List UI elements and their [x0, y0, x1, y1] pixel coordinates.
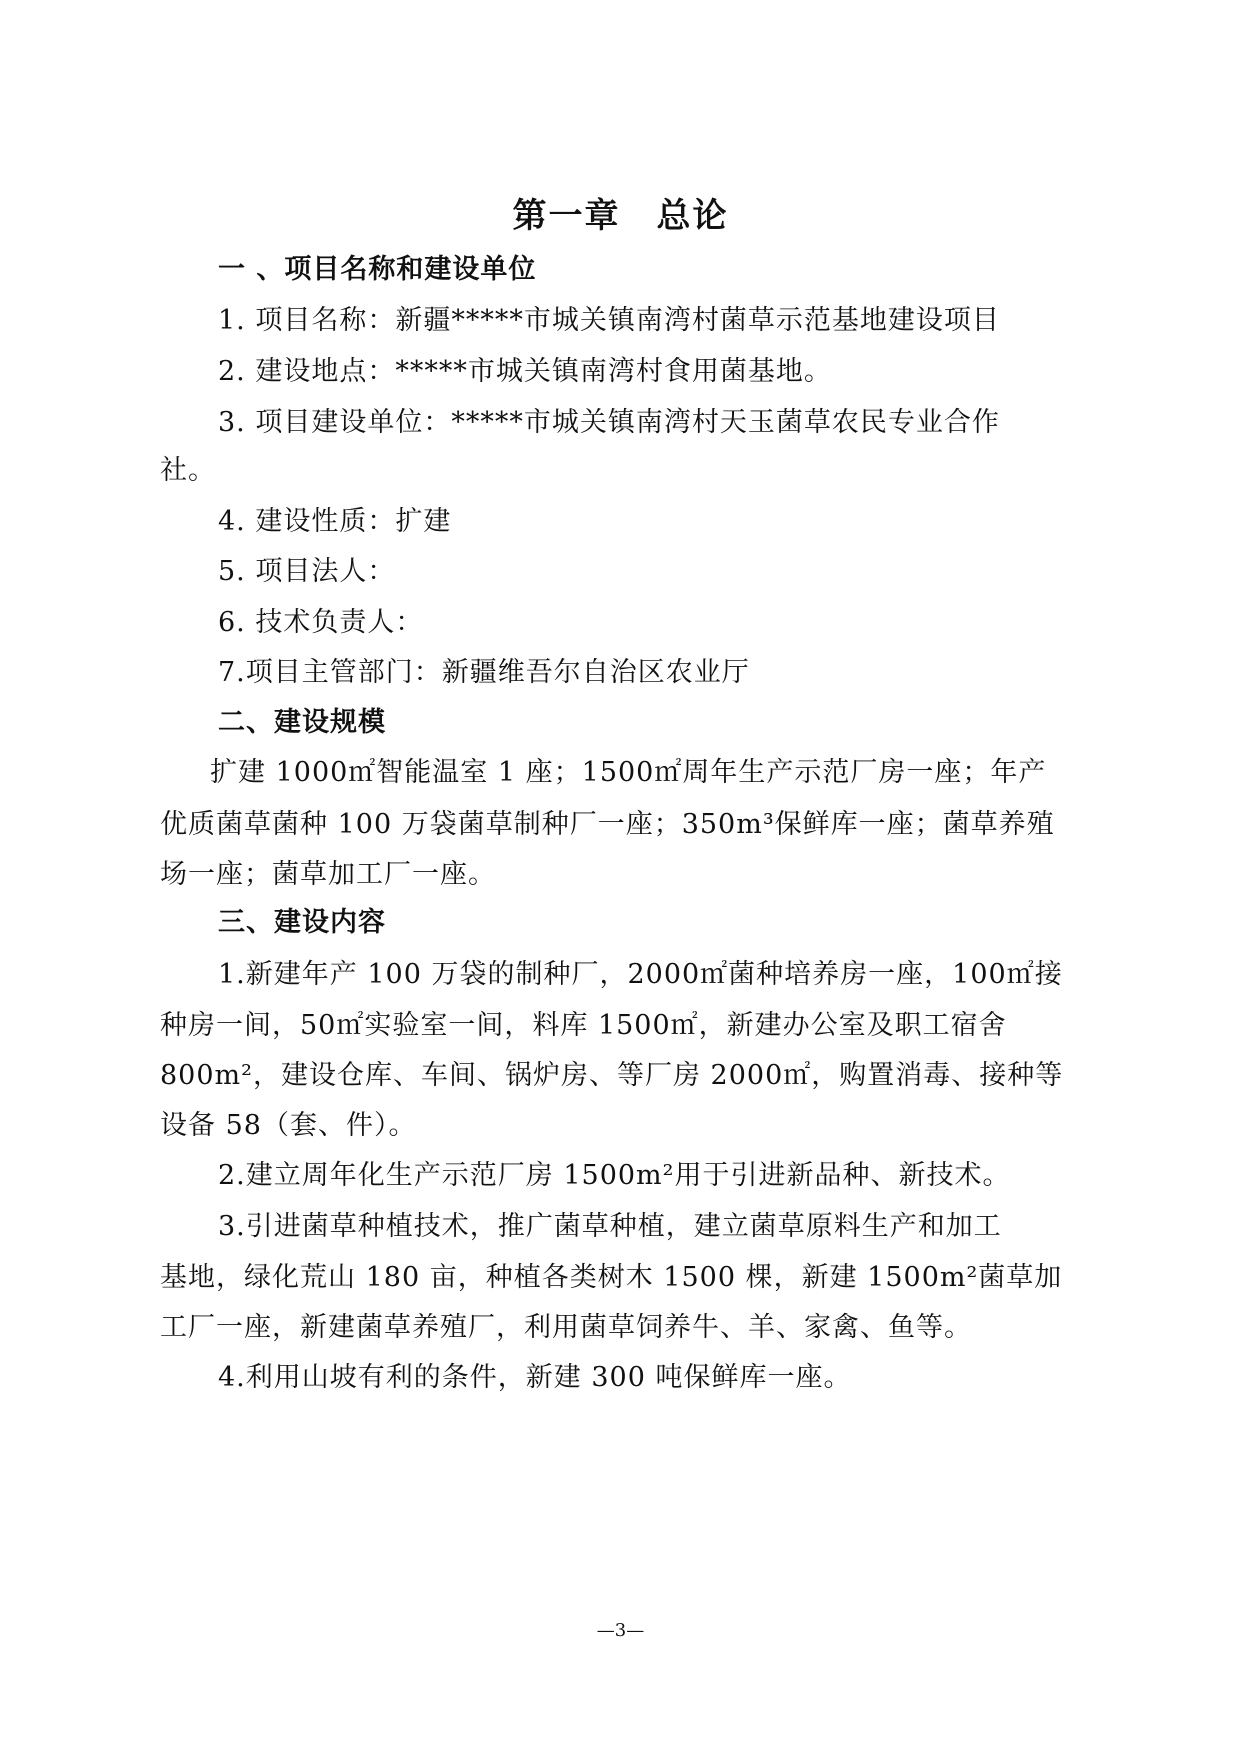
content-p1-line4: 设备 58（套、件）。 — [160, 1110, 417, 1141]
section2-heading: 二、建设规模 — [218, 707, 386, 738]
content-p2-line1: 2.建立周年化生产示范厂房 1500m²用于引进新品种、新技术。 — [218, 1160, 1011, 1191]
chapter-title — [0, 188, 1241, 237]
chapter-number: 第一章 — [512, 196, 621, 236]
item-department: 7.项目主管部门：新疆维吾尔自治区农业厅 — [218, 657, 750, 688]
content-p1-line3: 800m²，建设仓库、车间、锅炉房、等厂房 2000㎡，购置消毒、接种等 — [160, 1060, 1064, 1091]
item-nature: 4. 建设性质：扩建 — [218, 506, 452, 537]
content-p1-line2: 种房一间，50㎡实验室一间，料库 1500㎡，新建办公室及职工宿舍 — [160, 1010, 1007, 1041]
content-p1-line1: 1.新建年产 100 万袋的制种厂，2000㎡菌种培养房一座，100㎡接 — [218, 959, 1063, 990]
item-legal-person: 5. 项目法人： — [218, 556, 396, 587]
content-p3-line1: 3.引进菌草种植技术，推广菌草种植，建立菌草原料生产和加工 — [218, 1211, 1002, 1242]
scale-line-3: 场一座；菌草加工厂一座。 — [160, 859, 496, 890]
chapter-name: 总论 — [656, 196, 729, 236]
item-unit: 3. 项目建设单位：*****市城关镇南湾村天玉菌草农民专业合作 — [218, 407, 1000, 438]
section1-heading: 一 、项目名称和建设单位 — [218, 254, 537, 285]
scale-line-2: 优质菌草菌种 100 万袋菌草制种厂一座；350m³保鲜库一座；菌草养殖 — [160, 809, 1055, 840]
page-number: —3— — [596, 1620, 645, 1641]
content-p4-line1: 4.利用山坡有利的条件，新建 300 吨保鲜库一座。 — [218, 1362, 852, 1393]
item-location: 2. 建设地点：*****市城关镇南湾村食用菌基地。 — [218, 356, 832, 387]
section3-heading: 三、建设内容 — [218, 907, 386, 938]
item-tech-lead: 6. 技术负责人： — [218, 607, 424, 638]
scale-line-1: 扩建 1000㎡智能温室 1 座；1500㎡周年生产示范厂房一座；年产 — [210, 757, 1047, 788]
item-unit-cont: 社。 — [160, 455, 216, 486]
item-project-name: 1. 项目名称：新疆*****市城关镇南湾村菌草示范基地建设项目 — [218, 305, 1000, 336]
content-p3-line2: 基地，绿化荒山 180 亩，种植各类树木 1500 棵，新建 1500m²菌草加 — [160, 1262, 1063, 1293]
content-p3-line3: 工厂一座，新建菌草养殖厂，利用菌草饲养牛、羊、家禽、鱼等。 — [160, 1312, 972, 1343]
